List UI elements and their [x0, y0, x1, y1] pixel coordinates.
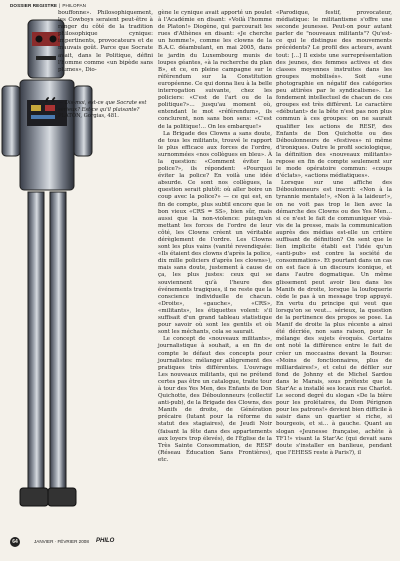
rubric-label: DOSSIER REGISTRE — [10, 3, 58, 8]
text-column-2 — [158, 10, 272, 464]
section-title: PHILOPAN — [62, 3, 87, 8]
header-separator: | — [59, 3, 61, 8]
page-number: 64 — [10, 537, 20, 547]
issue-date: JANVIER · FÉVRIER 2008 — [34, 539, 89, 544]
page-header — [10, 3, 86, 8]
paragraph: Le concept de «nouveaux militants», journalistique à souhait, a en fin de compte le défaut des concepts pour journalistes: mélanger allègrement des pratiques très différentes. L'ouvrage Les nouveaux militants, qui ne prétend certes pas être un catalogue, traite tour à tour des Yes Men, des Enfants de Don Quichotte, des Déboulonneurs (collectif anti-pub), de la Brigade des Clowns, des Manifs de droite, de Génération précaire (lutant pour la réforme du statut des stagiaires), de Jeudi Noir (faisant la fête dans des appartements aux loyers trop élevés), de l'Église de la Très Sainte Consommation, de RESF (Réseau Éducation Sans Frontières), etc. — [158, 336, 272, 463]
quote-mark-icon: ‘‘ — [44, 94, 57, 115]
quote-source: PLATON, Gorgias, 481. — [58, 113, 119, 120]
text-column-3 — [276, 10, 392, 457]
paragraph: gène le cynique avait apporté un poulet à l'Académie en disant: «Voilà l'homme de Platon!» Diogène, qui parcourait les rues d'Athènes en disant: «Je cherche un homme!», comme les clowns de la B.A.C. déambulant, en mai 2005, dans le jardin du Luxembourg munis de loupes géantes, «à la recherche du plan B», et ce, en pleine campagne sur le référendum sur la Constitution européenne. Ce qui donna lieu à la belle interrogation suivante, chez les policiers: «C'est de l'art ou de la politique?»… jusqu'au moment où, entendant le mot «référendum», ils conclurent, non sans bon sens: «C'est de la politique!… On les embarque!» — [158, 10, 272, 130]
paragraph: «Parodique, festif, provocateur, médiatique: le militantisme s'offre une seconde jeunesse. Peut-on pour autant parler de "nouveaux militants"? Qu'est-ce qui le distingue des mouvements précédents? Le profil des acteurs, avant tout: [...] Il existe une surreprésentation des jeunes, des femmes actives et des classes moyennes instruites dans les groupes mobilisés». Soit «une photographie en négatif des catégories peu attirées par le syndicalisme». Le fondement intellectuel de chacun de ces groupes est très différent. Le caractère «débutant» de la bête n'est pas non plus commun à ces groupes: on ne saurait qualifier les actions de RESF, des Enfants de Don Quichotte ou des Déboulonneurs de «festives» ni même d'ironiques. Outre le profil sociologique, la définition des «nouveaux militants» repose en fin de compte seulement sur le mode opératoire commun: «coups d'éclats», «actions médiatiques». — [276, 10, 392, 180]
magazine-logo: PHILO — [96, 538, 115, 544]
text-column-1 — [58, 10, 153, 74]
tin-robot-illustration — [0, 10, 112, 540]
pull-quote — [44, 94, 154, 120]
quote-text: — Dis-moi, est-ce que Socrate est sérieux? Est-ce qu'il plaisante? — [58, 100, 147, 113]
paragraph: La Brigade des Clowns a sans doute, de tous les militants, trouvé le rapport le plus efficace aux forces de l'ordre, surnommées «nos collègues en bleu». À la question: «Comment éviter la police?», ils répondent: «Pourquoi éviter la police? En voilà une idée absurde. Ce sont nos collègues, la question serait plutôt: où aller boire un coup avec la police?» — ce qui est, en fin de compte, plus subtil encore que le bon vieux «CRS = SS», bien sûr, mais aussi que la non-violence: puisqu'en mettant les forces de l'ordre de leur côté, les Clowns créent un véritable dérèglement de l'ordre. Les Clowns sont les plus vains (vanité revendiquée: «Ils étaient des clowns d'après la police, dix mille policiers d'après les clowns»), mais sans doute, justement à cause de ça, les plus justes: ceux qui se souviennent qu'à l'heure des événements tragiques, il ne reste que la conscience individuelle de chacun. «Droite», «gauche», «CRS», «militants», les étiquettes volent: s'il suffisait d'un grand tableau statistique pour savoir où sont les gentils et où sont les méchants, cela se saurait. — [158, 130, 272, 336]
paragraph: Lorsque sur une affiche des Déboulonneurs est inscrit: «Non à la tyrannie mentale!», «Non à la laideur!», on ne voit pas trop le lien avec la démarche des Clowns ou des Yes Men… si ce n'est le fait de communiquer visà-vis de la presse, mais la communication auprès des médias est-elle un critère suffisant de définition? On sent que le lien implicite établi est l'idée qu'un «anti-pub» est contre la société de consommation». Et pourtant dans un cas on est face à un discours iconique, et dans l'autre dogmatique. Un même glissement peut avoir lieu dans les Manifs de droite, lorsque la loufoquerie cède le pas à un message trop appuyé. En vertu du principe qui veut que lorsqu'on se veut… sérieux, la question de la pertinence des propos se pose. La Manif de droite la plus récente a ainsi été décriée, non sans raison, pour le mélange des sujets évoqués. Certains ont noté la différence entre le fait de créer un moccasins devant la Bourse: «Moins de fonctionnaires, plus de milliardaires!», et celui de défiler sur fond de Johnny et de Michel Sardou dans le Marais, sous prétexte que la Star'Ac a installé ses locaux rue Charlot. Le second degré du slogan «De la bière pour les prolétaires, du Dom Pérignon pour les patrons!» devient bien difficile à saisir dans un quartier si riche, si bourgeois, et si… à gauche. Quant au slogan «Jeunesse française, achète à TF1!» visant la Star'Ac (qui devait sans doute s'installer en banlieue, pendant que l'EHESS reste à Paris?), il — [276, 180, 393, 456]
page-footer — [10, 537, 390, 547]
paragraph: bouffonne». Philosophiquement, les Cowboys seraient peut-être à ranger du côté de la tradition philosophique cynique: impertinents, provocateurs et de mauvais goût. Parce que Socrate avait, dans le Politique, défini l'homme comme «un bipède sans plumes», Dio- — [58, 10, 153, 73]
